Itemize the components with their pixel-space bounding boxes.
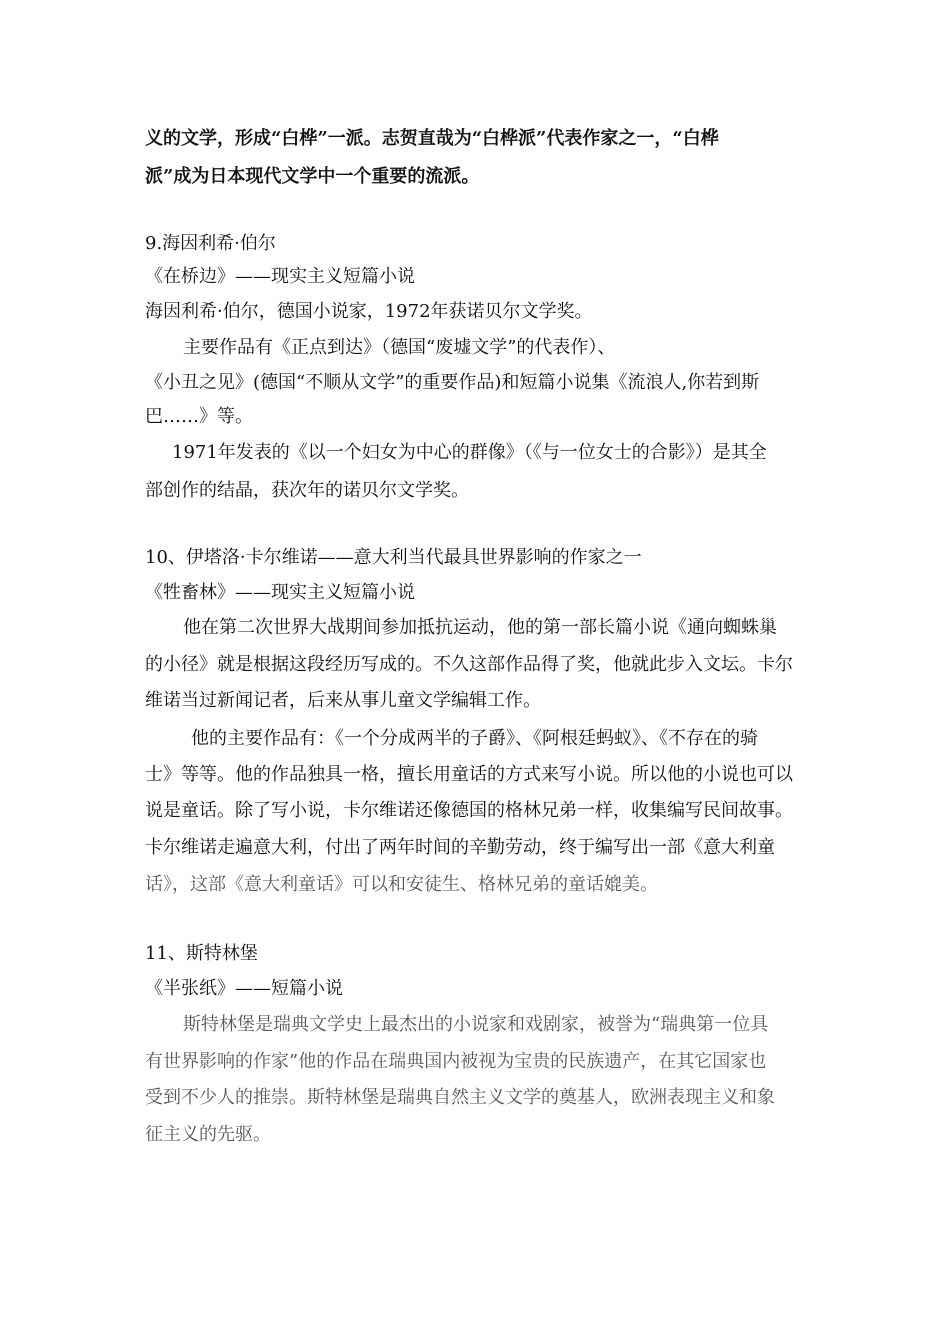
s11-heading: 11、斯特林堡 xyxy=(145,943,258,964)
s10-p2-line-3: 说是童话。除了写小说，卡尔维诺还像德国的格林兄弟一样，收集编写民间故事。 xyxy=(145,800,793,821)
s10-heading: 10、伊塔洛·卡尔维诺——意大利当代最具世界影响的作家之一 xyxy=(145,547,642,568)
s11-p1-line-3: 受到不少人的推崇。斯特林堡是瑞典自然主义文学的奠基人，欧洲表现主义和象 xyxy=(145,1087,775,1108)
s9-intro: 海因利希·伯尔，德国小说家，1972年获诺贝尔文学奖。 xyxy=(145,301,593,322)
s8-line-1: 义的文学，形成“白桦”一派。志贺直哉为“白桦派”代表作家之一，“白桦 xyxy=(145,128,719,149)
s8-line-2: 派”成为日本现代文学中一个重要的流派。 xyxy=(145,166,480,187)
s9-p1-line-3: 巴……》等。 xyxy=(145,406,253,427)
s9-heading: 9.海因利希·伯尔 xyxy=(145,233,276,254)
s10-p1-line-2: 的小径》就是根据这段经历写成的。不久这部作品得了奖，他就此步入文坛。卡尔 xyxy=(145,654,793,675)
s9-p1-line-2: 《小丑之见》(德国“不顺从文学”的重要作品)和短篇小说集《流浪人,你若到斯 xyxy=(145,372,760,393)
s10-p2-line-4: 卡尔维诺走遍意大利，付出了两年时间的辛勤劳动，终于编写出一部《意大利童 xyxy=(145,837,775,858)
s11-work: 《半张纸》——短篇小说 xyxy=(145,978,343,999)
s11-p1-line-2: 有世界影响的作家”他的作品在瑞典国内被视为宝贵的民族遗产，在其它国家也 xyxy=(145,1051,767,1072)
s9-p2-line-1: 1971年发表的《以一个妇女为中心的群像》（《与一位女士的合影》）是其全 xyxy=(172,442,767,463)
s9-p2-line-2: 部创作的结晶，获次年的诺贝尔文学奖。 xyxy=(145,480,469,501)
s10-p1-line-1: 他在第二次世界大战期间参加抵抗运动，他的第一部长篇小说《通向蜘蛛巢 xyxy=(183,617,777,638)
s10-p1-line-3: 维诺当过新闻记者，后来从事儿童文学编辑工作。 xyxy=(145,690,541,711)
s10-p2-line-5: 话》，这部《意大利童话》可以和安徒生、格林兄弟的童话媲美。 xyxy=(145,874,658,895)
s11-p1-line-4: 征主义的先驱。 xyxy=(145,1124,271,1145)
s9-p1-line-1: 主要作品有《正点到达》（德国“废墟文学”的代表作）、 xyxy=(183,337,616,358)
s11-p1-line-1: 斯特林堡是瑞典文学史上最杰出的小说家和戏剧家，被誉为“瑞典第一位具 xyxy=(183,1014,769,1035)
s10-work: 《牲畜林》——现实主义短篇小说 xyxy=(145,582,415,603)
s9-work: 《在桥边》——现实主义短篇小说 xyxy=(145,266,415,287)
s10-p2-line-2: 士》等等。他的作品独具一格，擅长用童话的方式来写小说。所以他的小说也可以 xyxy=(145,764,793,785)
s10-p2-line-1: 他的主要作品有：《一个分成两半的子爵》、《阿根廷蚂蚁》、《不存在的骑 xyxy=(191,728,758,749)
